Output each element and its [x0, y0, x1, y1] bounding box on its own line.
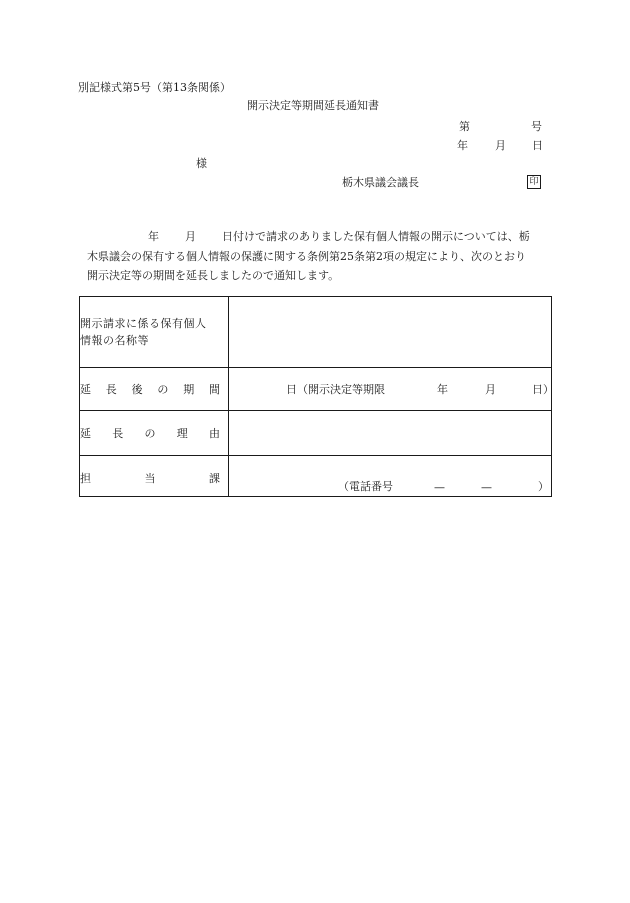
body-month-label: 月 — [185, 230, 196, 243]
body-year-label: 年 — [148, 230, 159, 243]
label-char: 延 — [80, 383, 91, 396]
body-line-2: 木県議会の保有する個人情報の保護に関する条例第25条第2項の規定により、次のとおり — [87, 249, 526, 263]
period-day-label: 日 — [286, 383, 297, 396]
body-line-1-text: 日付けで請求のありました保有個人情報の開示については、栃 — [222, 230, 530, 243]
requested-info-value — [229, 297, 552, 368]
label-char: 長 — [105, 383, 117, 396]
label-char: 後 — [131, 383, 143, 396]
phone-number-label: （電話番号 — [338, 480, 393, 493]
label-char: 延 — [80, 427, 91, 440]
department-value — [229, 456, 552, 497]
label-char: 間 — [208, 383, 220, 396]
label-char: 課 — [209, 472, 220, 485]
requested-info-label — [80, 297, 229, 368]
deadline-label: （開示決定等期限 — [297, 383, 385, 396]
table-row-requested-info — [80, 297, 552, 368]
form-label: 別記様式第5号（第13条関係） — [78, 81, 231, 94]
label-char: の — [157, 383, 169, 396]
details-table — [79, 296, 552, 497]
number-prefix: 第 — [459, 120, 470, 133]
date-year-label: 年 — [457, 139, 468, 152]
document-title: 開示決定等期間延長通知書 — [247, 99, 379, 112]
label-char: 長 — [112, 427, 124, 440]
seal-stamp: 印 — [527, 175, 541, 189]
phone-dash-2: — — [481, 481, 492, 494]
label-char: 理 — [176, 427, 188, 440]
label-char: 当 — [144, 472, 156, 485]
extended-period-label — [80, 368, 229, 411]
extended-period-value — [229, 368, 552, 411]
issuer-name: 栃木県議会議長 — [342, 176, 419, 189]
label-char: 期 — [183, 383, 195, 396]
deadline-day-label: 日） — [532, 383, 554, 396]
addressee-suffix: 様 — [196, 157, 207, 170]
number-suffix: 号 — [531, 120, 542, 133]
department-label — [80, 456, 229, 497]
requested-info-label-line1: 開示請求に係る保有個人 — [80, 316, 207, 330]
label-char: 担 — [80, 472, 91, 485]
table-row-reason — [80, 411, 552, 456]
body-line-3: 開示決定等の期間を延長しましたので通知します。 — [87, 269, 340, 282]
label-char: 由 — [209, 427, 220, 440]
table-row-extended-period — [80, 368, 552, 411]
date-day-label: 日 — [532, 139, 543, 152]
reason-value — [229, 411, 552, 456]
reason-label — [80, 411, 229, 456]
label-char: の — [144, 427, 156, 440]
deadline-year-label: 年 — [437, 383, 448, 396]
body-line-1 — [90, 231, 560, 251]
notice-body — [87, 230, 560, 290]
phone-dash-1: — — [434, 481, 445, 494]
table-row-department — [80, 456, 552, 497]
date-month-label: 月 — [495, 139, 506, 152]
deadline-month-label: 月 — [485, 383, 496, 396]
phone-close-paren: ） — [538, 480, 549, 493]
requested-info-label-line2: 情報の名称等 — [80, 334, 149, 347]
